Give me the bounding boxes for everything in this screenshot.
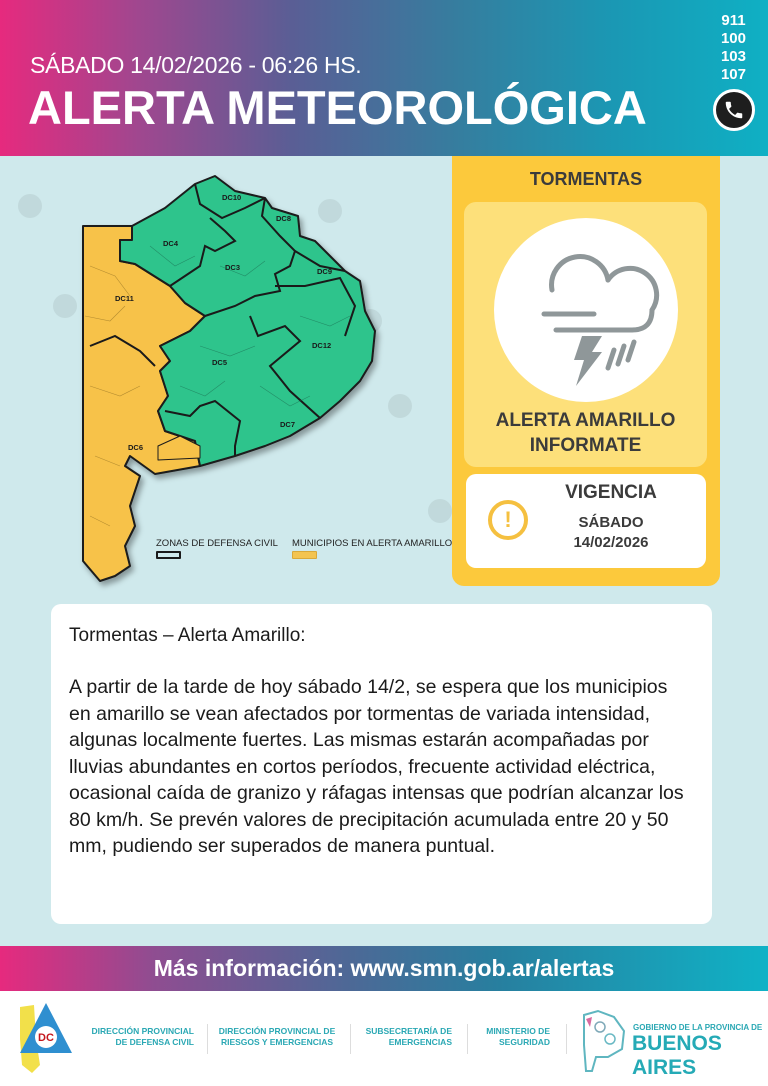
alert-level-text [464,408,707,458]
zone-label-dc5: DC5 [212,358,228,367]
validity-label: VIGENCIA [565,482,657,503]
validity-box [466,474,706,568]
page-title: ALERTA METEOROLÓGICA [28,81,647,134]
legend-zones-label: ZONAS DE DEFENSA CIVIL [156,538,278,549]
legend-zones [156,538,278,559]
alert-description [51,604,712,924]
divider [467,1024,468,1054]
legend-yellow-swatch [292,551,317,559]
zone-label-dc8: DC8 [276,214,292,223]
province-alert-map [0,156,455,596]
gov-subtitle: GOBIERNO DE LA PROVINCIA DE [633,1023,763,1032]
description-body: A partir de la tarde de hoy sábado 14/2, se espera que los municipios en amarillo se vean afectados por tormentas de variada intensidad, algunas localmente fuertes. Las mismas estarán acompañadas por lluvias abundantes en cortos períodos, frecuente actividad eléctrica, ocasional caída de granizo y ráfagas intensas que podrían alcanzar los 80 km/h. Se prevén valores de precipitación acumulada entre 20 y 50 mm, pudiendo ser superados de manera puntual. [69,676,684,857]
phone-icon[interactable] [713,89,755,131]
org-defensa-civil: DIRECCIÓN PROVINCIAL DE DEFENSA CIVIL [91,1026,194,1047]
emergency-numbers [721,12,746,84]
org-riesgos-emergencias: DIRECCIÓN PROVINCIAL DE RIESGOS Y EMERGENCIAS [218,1026,336,1047]
zone-label-dc6: DC6 [128,443,144,452]
divider [207,1024,208,1054]
buenos-aires-map-logo [578,1005,628,1075]
defensa-civil-logo [14,999,76,1075]
header-banner [0,0,768,156]
footer-logos [0,991,768,1086]
divider [350,1024,351,1054]
more-info-link[interactable]: Más información: www.smn.gob.ar/alertas [0,946,768,991]
zone-label-dc4: DC4 [163,239,179,248]
legend-zones-swatch [156,551,181,559]
zone-label-dc7: DC7 [280,420,296,429]
buenos-aires-map [0,156,455,596]
divider [566,1024,567,1054]
zone-label-dc10: DC10 [222,193,242,202]
warning-icon: ! [488,500,528,540]
org-ministerio-seguridad: MINISTERIO DE SEGURIDAD [486,1026,550,1047]
validity-day: SÁBADO [578,514,644,531]
emergency-number[interactable]: 103 [720,48,746,65]
storm-cloud-icon [494,218,678,402]
zone-label-dc11: DC11 [115,294,134,303]
zone-label-dc3: DC3 [225,263,241,272]
legend-municipalities [292,538,452,559]
org-subsecretaria-emergencias: SUBSECRETARÍA DE EMERGENCIAS [365,1026,452,1047]
svg-text:DC: DC [38,1032,54,1044]
zone-label-dc9: DC9 [317,267,333,276]
zone-label-dc12: DC12 [312,341,332,350]
alert-datetime: SÁBADO 14/02/2026 - 06:26 HS. [30,52,362,78]
alert-card [452,156,720,586]
emergency-number[interactable]: 100 [720,30,746,47]
alert-level-label: ALERTA AMARILLO [495,410,676,431]
legend-municipalities-label: MUNICIPIOS EN ALERTA AMARILLO [292,538,453,549]
validity-date: 14/02/2026 [573,534,649,551]
phenomenon-title: TORMENTAS [529,169,643,189]
gov-title: BUENOS AIRES [632,1032,722,1079]
emergency-number[interactable]: 911 [721,12,746,29]
emergency-number[interactable]: 107 [720,66,746,83]
description-title: Tormentas – Alerta Amarillo: [69,625,306,646]
alert-level-panel [464,202,707,467]
alert-inform-label: INFORMATE [529,435,642,456]
